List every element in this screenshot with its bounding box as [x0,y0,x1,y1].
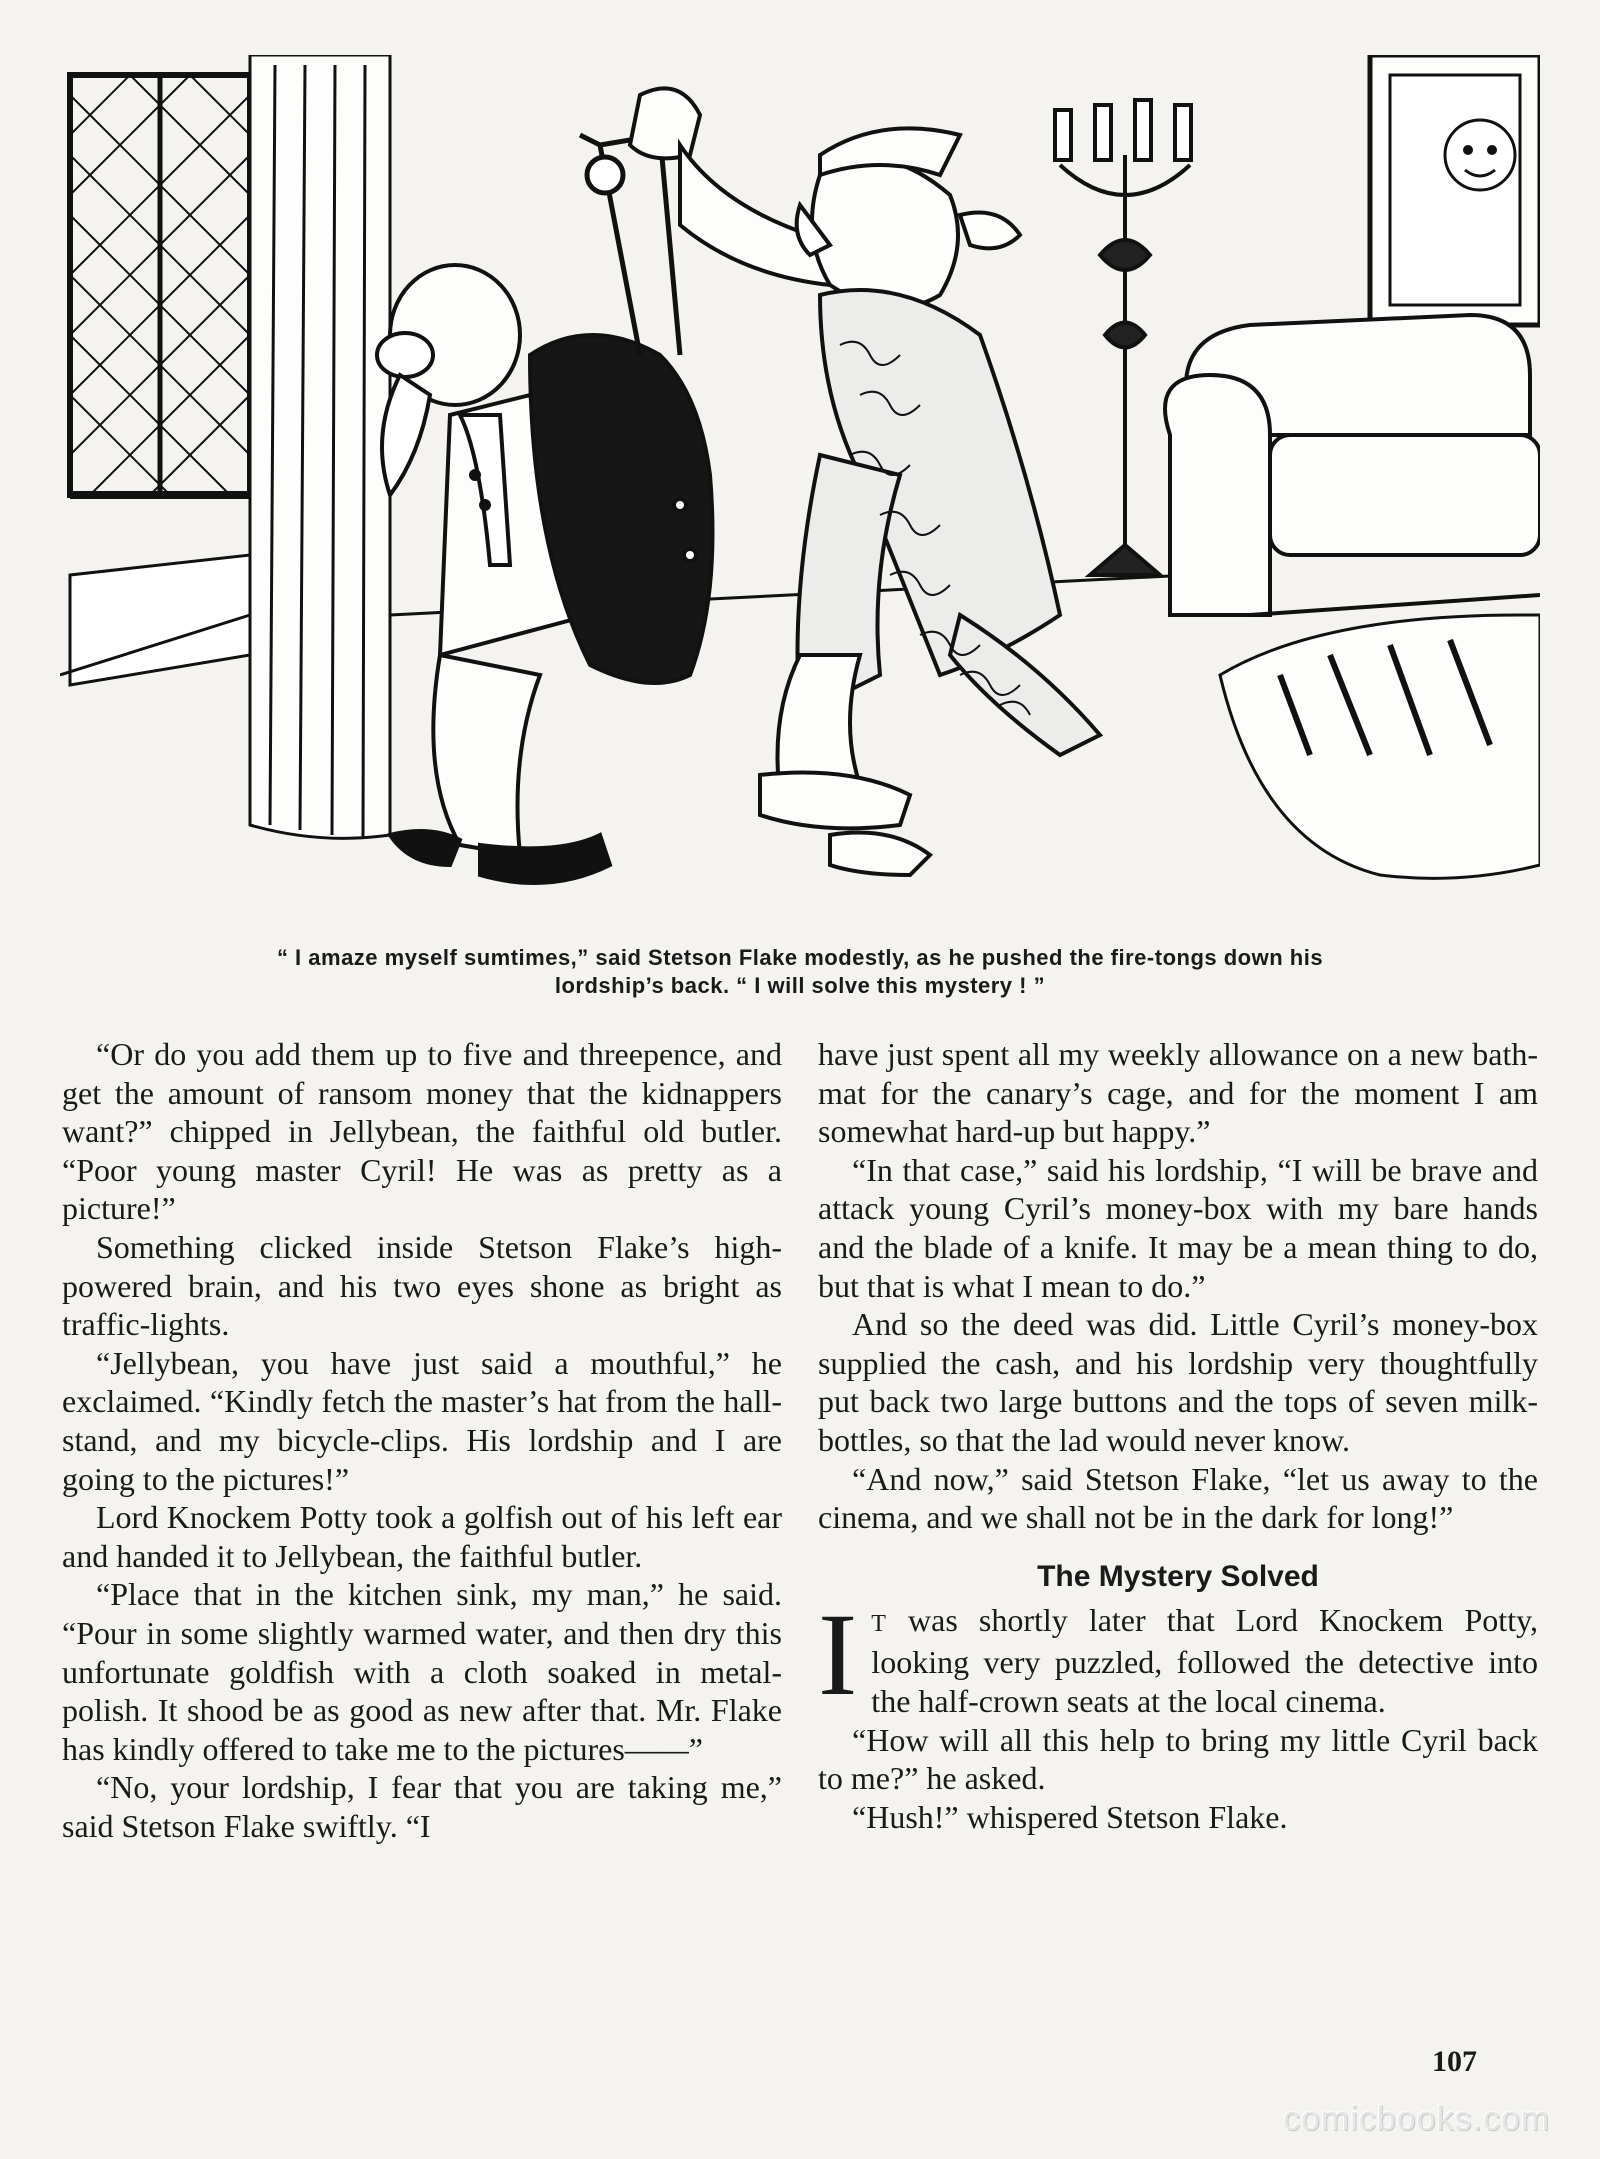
right-text-column [818,1035,1538,1836]
portrait-frame [1370,55,1540,325]
page-number: 107 [1432,2045,1477,2078]
paragraph: Lord Knockem Potty took a golfish out of his left ear and handed it to Jellybean, the faithful butler. [62,1499,782,1574]
drop-cap: I [818,1588,858,1720]
paragraph: Something clicked inside Stetson Flake’s high-powered brain, and his two eyes shone as bright as traffic-lights. [62,1228,782,1343]
curtain [70,55,390,838]
paragraph: “In that case,” said his lordship, “I will be brave and attack young Cyril’s money-box with my bare hands and the blade of a knife. It may be a mean thing to do, but that is what I mean to do.” [818,1151,1538,1304]
paragraph: “And now,” said Stetson Flake, “let us away to the cinema, and we shall not be in the dark for long!” [818,1460,1538,1536]
paragraph: “How will all this help to bring my little Cyril back to me?” he asked. [818,1721,1538,1797]
sofa [1165,315,1540,615]
paragraph: “Or do you add them up to five and threepence, and get the amount of ransom money that the kidnappers want?” chipped in Jellybean, the faithful old butler. “Poor young master Cyril! He was as pretty as a picture!” [62,1036,782,1227]
left-text-column [62,1035,782,1845]
tiger-rug [1220,615,1540,878]
caption-line-1: “ I amaze myself sumtimes,” said Stetson Flake modestly, as he pushed the fire-tongs down his [276,945,1324,970]
dropcap-paragraph-text: was shortly later that Lord Knockem Potty, looking very puzzled, followed the detective into the half-crown seats at the local cinema. [871,1601,1538,1719]
paragraph: “Jellybean, you have just said a mouthful,” he exclaimed. “Kindly fetch the master’s hat from the hall-stand, and my bicycle-clips. His lordship and I are going to the pictures!” [62,1344,782,1497]
section-heading: The Mystery Solved [1037,1559,1319,1593]
paragraph-continuation: have just spent all my weekly allowance on a new bath-mat for the canary’s cage, and for the moment I am somewhat hard-up but happy.” [818,1036,1538,1150]
paragraph: And so the deed was did. Little Cyril’s money-box supplied the cash, and his lordship very thoughtfully put back two large buttons and the tops of seven milk-bottles, so that the lad would never know. [818,1306,1538,1458]
illustration-caption [100,944,1500,1000]
watermark: comicbooks.com [1283,2100,1551,2138]
fire-tongs [580,135,680,355]
dropcap-paragraph [818,1588,1538,1721]
drop-cap-smallcap: T [871,1610,887,1637]
paragraph: “Place that in the kitchen sink, my man,” he said. “Pour in some slightly warmed water, and then dry this unfortunate goldfish with a cloth soaked in metal-polish. It shood be as good as new after that. Mr. Flake has kindly offered to take me to the pictures——” [62,1576,782,1767]
paragraph: “No, your lordship, I fear that you are taking me,” said Stetson Flake swiftly. “I [62,1769,782,1844]
leaded-window [70,75,250,495]
held-jacket [530,335,713,683]
caption-line-2: lordship’s back. “ I will solve this mystery ! ” [554,973,1046,998]
cartoon-illustration [60,55,1540,935]
paragraph: “Hush!” whispered Stetson Flake. [852,1798,1288,1835]
